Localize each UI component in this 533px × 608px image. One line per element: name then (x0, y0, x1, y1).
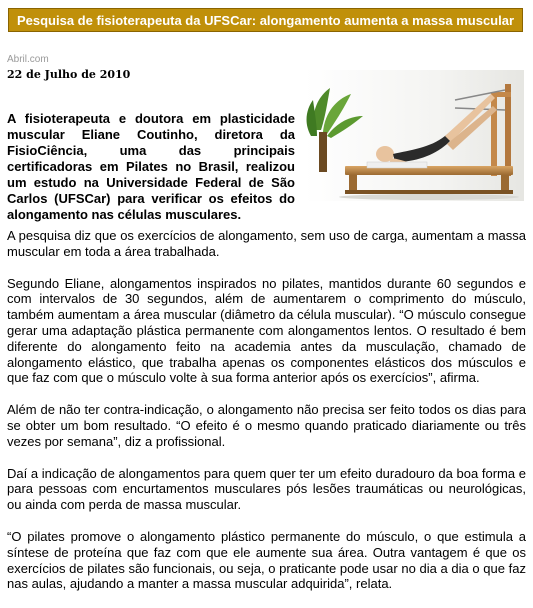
article-source: Abril.com (7, 54, 49, 65)
article-paragraph-3: Além de não ter contra-indicação, o alongamento não precisa ser feito todos os dias para se obter um bom resultado. “O efeito é o mesmo quando praticado diariamente ou três vezes por semana”, diz a profissional. (7, 402, 526, 449)
pilates-reformer-photo (305, 70, 524, 201)
article-paragraph-5: “O pilates promove o alongamento plástico permanente do músculo, o que estimula a síntese de proteína que faz com que ele aumente sua área. Outra vantagem é que os exercícios de pilates são funcionais, ou seja, o praticante pode usar no dia a dia o que faz nas aulas, ajudando a manter a massa muscular adquirida”, relata. (7, 528, 526, 592)
article-paragraph-2: Segundo Eliane, alongamentos inspirados no pilates, mantidos durante 60 segundos e com intervalos de 30 segundos, além de aumentarem o comprimento do músculo, também aumentam a área muscular (diâmetro da célula muscular). “O músculo consegue gerar uma adaptação plástica permanente com alongamentos lentos. O resultado é bem diferente do alongamento feito na academia antes da musculação, chamado de alongamento elástico, que trabalha apenas os componentes elásticos dos músculos e que faz com que o músculo volte à sua forma anterior após os exercícios”, afirma. (7, 275, 526, 386)
article-title-bar (8, 8, 523, 32)
article-paragraph-1: A pesquisa diz que os exercícios de alongamento, sem uso de carga, aumentam a massa muscular em toda a área trabalhada. (7, 228, 526, 259)
article-paragraph-4: Daí a indicação de alongamentos para quem quer ter um efeito duradouro da boa forma e para pessoas com encurtamentos musculares pós lesões traumáticas ou neurológicas, ou ainda com perda de massa muscular. (7, 465, 526, 513)
article-title: Pesquisa de fisioterapeuta da UFSCar: alongamento aumenta a massa muscular (16, 12, 515, 28)
article-lead: A fisioterapeuta e doutora em plasticidade muscular Eliane Coutinho, diretora da FisioCiência, uma das principais certificadoras em Pilates no Brasil, realizou um estudo na Universidade Federal de São Carlos (UFSCar) para verificar os efeitos do alongamento nas células musculares. (7, 111, 295, 222)
article-date: 22 de Julho de 2010 (7, 68, 131, 81)
article-body (7, 228, 526, 608)
